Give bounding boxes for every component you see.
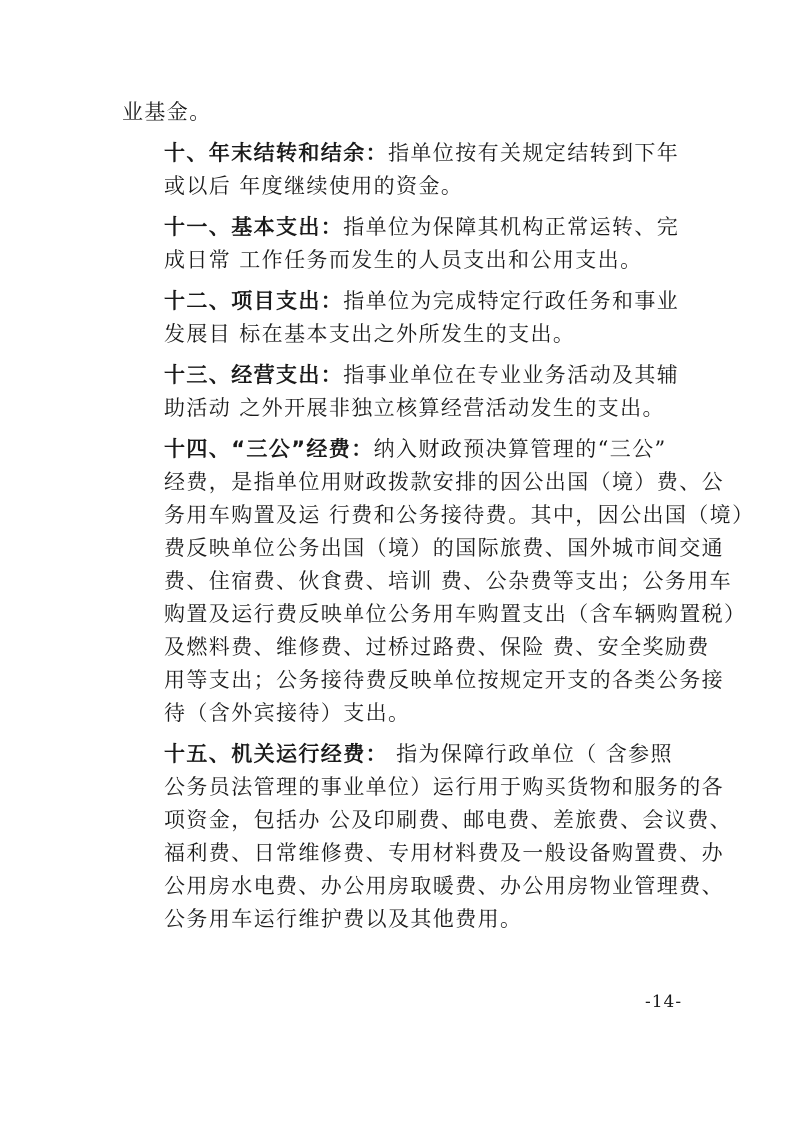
paragraph-line: 指单位为保障其机构正常运转、完 <box>343 215 680 239</box>
paragraph-line: 纳入财政预决算管理的“三公” <box>373 437 667 461</box>
paragraph-line: 经费，是指单位用财政拨款安排的因公出国（境）费、公 <box>164 470 724 494</box>
paragraph-line: 费反映单位公务出国（境）的国际旅费、国外城市间交通 <box>164 536 724 560</box>
paragraph-line: 助活动 之外开展非独立核算经营活动发生的支出。 <box>164 396 665 420</box>
term-heading: 十五、机关运行经费： <box>164 742 388 766</box>
paragraph-line: 项资金，包括办 公及印刷费、邮电费、差旅费、会议费、 <box>164 808 733 832</box>
page-number: -14- <box>645 992 683 1012</box>
paragraph-line: 用等支出；公务接待费反映单位按规定开支的各类公务接 <box>164 668 724 692</box>
paragraph-basic-expenditure <box>122 211 682 277</box>
paragraph-line: 公务员法管理的事业单位）运行用于购买货物和服务的各 <box>164 775 724 799</box>
paragraph-line: 及燃料费、维修费、过桥过路费、保险 费、安全奖励费 <box>164 635 710 659</box>
document-body <box>122 96 755 944</box>
paragraph-line: 务用车购置及运 行费和公务接待费。其中，因公出国（境） <box>164 503 755 527</box>
paragraph-line: 待（含外宾接待）支出。 <box>164 701 411 725</box>
paragraph-line: 指为保障行政单位（ 含参照 <box>388 742 673 766</box>
paragraph-line: 公用房水电费、办公用房取暖费、办公用房物业管理费、 <box>164 874 724 898</box>
paragraph-line: 指事业单位在专业业务活动及其辅 <box>343 363 680 387</box>
paragraph-operating-expenditure <box>122 359 682 425</box>
paragraph-line: 公务用车运行维护费以及其他费用。 <box>164 907 523 931</box>
paragraph-three-public-expenses <box>122 433 755 730</box>
paragraph-project-expenditure <box>122 285 682 351</box>
term-heading: 十一、基本支出： <box>164 215 344 239</box>
paragraph-line: 指单位为完成特定行政任务和事业 <box>343 289 680 313</box>
paragraph-line: 福利费、日常维修费、专用材料费及一般设备购置费、办 <box>164 841 724 865</box>
paragraph-line: 业基金。 <box>122 100 212 124</box>
paragraph-continuation <box>122 96 682 129</box>
paragraph-line: 或以后 年度继续使用的资金。 <box>164 174 464 198</box>
paragraph-line: 购置及运行费反映单位公务用车购置支出（含车辆购置税） <box>164 602 747 626</box>
paragraph-year-end-carryover <box>122 137 682 203</box>
term-heading: 十、年末结转和结余： <box>164 141 388 165</box>
paragraph-line: 成日常 工作任务而发生的人员支出和公用支出。 <box>164 248 643 272</box>
paragraph-line: 发展目 标在基本支出之外所发生的支出。 <box>164 322 576 346</box>
term-heading: 十四、“三公”经费： <box>164 437 374 461</box>
term-heading: 十二、项目支出： <box>164 289 344 313</box>
paragraph-line: 费、住宿费、伙食费、培训 费、公杂费等支出；公务用车 <box>164 569 733 593</box>
paragraph-line: 指单位按有关规定结转到下年 <box>388 141 680 165</box>
paragraph-agency-operating-expenses <box>122 738 733 936</box>
term-heading: 十三、经营支出： <box>164 363 344 387</box>
